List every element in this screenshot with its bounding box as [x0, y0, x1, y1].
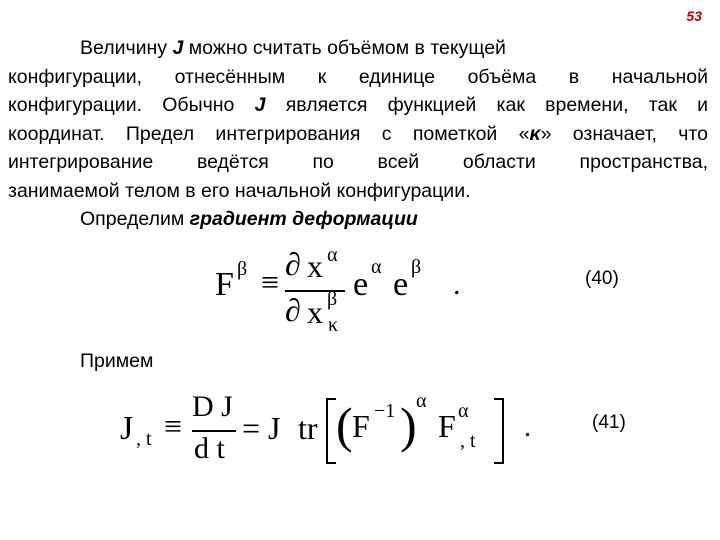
symbol-J-2: J	[254, 94, 266, 116]
eq40-sup-beta: β	[237, 258, 248, 280]
eq41-dt: d t	[194, 432, 225, 465]
equation-40-number: (40)	[585, 268, 619, 289]
eq40-sub-kappa: κ	[328, 314, 339, 336]
eq40-sup-alpha: α	[327, 244, 338, 266]
eq41-equiv: ≡	[164, 408, 183, 444]
p1-line4-a: координат. Предел интегрирования с пометкой «	[8, 122, 530, 145]
p1-line3-a: конфигурации. Обычно	[8, 94, 255, 116]
eq41-right-bracket	[494, 398, 504, 464]
p1-line1-a: Величину	[80, 37, 173, 59]
paragraph-1	[8, 34, 708, 234]
eq40-x-top: x	[307, 248, 323, 284]
eq40-sup-beta-2: β	[327, 288, 338, 310]
eq41-equals-J: = J	[242, 410, 281, 446]
eq41-F-2: F	[438, 408, 456, 444]
p1-line1	[8, 34, 708, 63]
eq40-e-2: e	[393, 266, 409, 303]
eq41-sub-t: , t	[136, 428, 152, 450]
eq40-partial-bottom: ∂	[285, 292, 301, 328]
p1-line3-b: является функцией как времени, так и	[265, 94, 708, 116]
p1-line5: интегрирование ведётся по всей области пространства,	[8, 151, 708, 173]
eq41-F-1: F	[352, 408, 370, 444]
label-primem: Примем	[80, 350, 154, 372]
p1-line4-b: » означает, что	[540, 122, 708, 145]
p2-text: Определим	[80, 208, 190, 230]
symbol-kappa: κ	[529, 122, 541, 145]
eq41-sup-inverse: −1	[374, 400, 396, 422]
eq40-partial-top: ∂	[285, 246, 301, 282]
eq41-open-paren: (	[336, 397, 353, 453]
symbol-J: J	[172, 37, 184, 59]
equation-41	[120, 392, 560, 472]
eq40-F: F	[215, 266, 234, 303]
p1-line2: конфигурации, отнесённым к единице объёма в начальной	[8, 65, 708, 88]
eq41-sup-alpha: α	[416, 390, 427, 412]
page-number: 53	[686, 8, 702, 24]
eq41-J: J	[120, 410, 134, 447]
eq41-DJ: D J	[192, 390, 233, 423]
eq40-period: .	[453, 268, 461, 301]
p1-line6: занимаемой телом в его начальной конфигурации.	[8, 179, 471, 202]
equation-41-number: (41)	[592, 412, 626, 433]
eq40-equiv: ≡	[261, 264, 280, 300]
eq41-left-bracket	[326, 398, 336, 464]
eq41-close-paren: )	[400, 397, 417, 453]
eq40-e-1: e	[353, 266, 369, 303]
p1-line1-b: можно считать объёмом в текущей	[183, 37, 506, 59]
term-deformation-gradient: градиент деформации	[189, 208, 418, 230]
equation-40	[215, 244, 485, 336]
p1-line4	[8, 120, 708, 149]
eq41-sup-alpha-2: α	[458, 400, 469, 422]
eq41-period: .	[524, 412, 531, 443]
eq40-sup-alpha-2: α	[371, 256, 382, 278]
eq40-sup-beta-3: β	[411, 256, 422, 278]
eq41-tr: tr	[298, 410, 318, 446]
eq40-x-bottom: x	[307, 294, 323, 330]
p1-line3	[8, 91, 708, 120]
p2-line1	[8, 205, 708, 234]
eq41-sub-t-2: , t	[460, 430, 476, 452]
